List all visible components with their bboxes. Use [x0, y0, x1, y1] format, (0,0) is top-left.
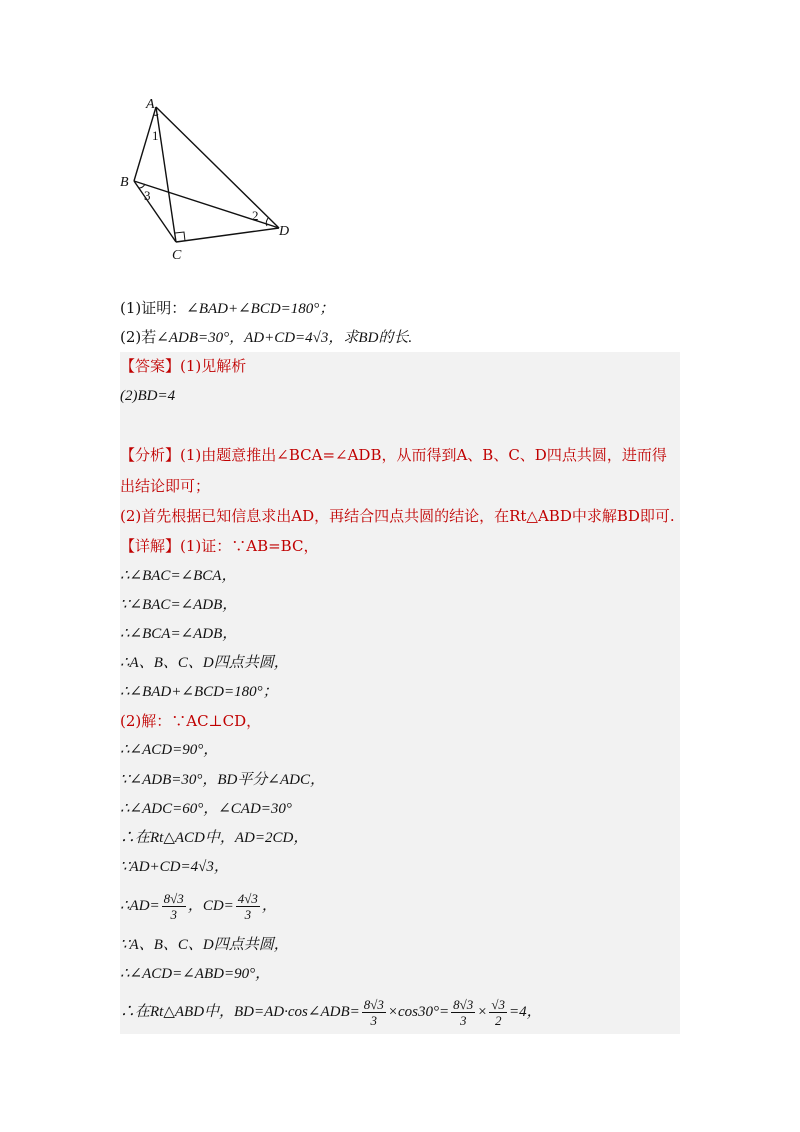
fraction-16-3-den: 2	[494, 1013, 502, 1029]
fraction-cd-num: 4√3	[237, 891, 258, 907]
detail-line-12: ∵AD+CD=4√3，	[120, 859, 229, 875]
angle-label-1: 1	[152, 128, 159, 143]
segment-cd	[176, 228, 279, 242]
segment-ad	[156, 107, 279, 228]
question-part-1	[120, 298, 334, 319]
detail-line-8: ∴∠ACD=90°，	[120, 742, 219, 758]
detail-line-10: ∴∠ADC=60°，∠CAD=30°	[120, 801, 292, 817]
fraction-16-2-den: 3	[459, 1013, 467, 1029]
detail-line-4: ∴∠BCA=∠ADB，	[120, 626, 238, 642]
answer-line-2: (2)BD=4	[120, 388, 176, 404]
question-part-2	[120, 327, 412, 348]
analysis-line-1	[120, 445, 667, 465]
fraction-16-1-num: 8√3	[363, 997, 384, 1013]
geometry-figure	[112, 92, 312, 267]
fraction-cd	[236, 891, 260, 922]
label-d: D	[279, 224, 290, 239]
detail-line-6: ∴∠BAD+∠BCD=180°；	[120, 684, 278, 700]
analysis-line-2: (2)首先根据已知信息求出AD，再结合四点共圆的结论，在Rt△ABD中求解BD即可.	[120, 507, 675, 525]
detail-l16-b: ×cos30°=	[387, 1004, 450, 1020]
detail-line-13	[120, 888, 277, 924]
angle-label-3: 3	[144, 188, 151, 203]
question-part-2-expr: ∠ADB=30°，AD+CD=4√3，求BD的长.	[156, 330, 413, 346]
answer-label: 【答案】	[120, 357, 181, 375]
detail-l16-c: ×	[477, 1004, 488, 1020]
angle-arc-1	[154, 114, 158, 115]
question-part-2-prefix: (2)若	[120, 328, 157, 346]
question-part-1-expr: ∠BAD+∠BCD=180°；	[186, 301, 335, 317]
fraction-16-1	[362, 997, 386, 1028]
detail-l16-d: =4，	[509, 1004, 542, 1020]
detail-l13-c: ，	[261, 898, 277, 914]
fraction-16-3	[489, 997, 507, 1028]
fraction-cd-den: 3	[244, 907, 252, 923]
segment-ac	[156, 107, 176, 242]
angle-label-2: 2	[252, 208, 259, 223]
fraction-16-2-num: 8√3	[453, 997, 474, 1013]
analysis-label: 【分析】	[120, 446, 181, 464]
answer-line-1	[120, 356, 246, 376]
right-angle-mark	[175, 232, 185, 241]
segment-bc	[134, 181, 176, 242]
detail-l13-b: ，CD=	[187, 898, 234, 914]
detail-line-9: ∵∠ADB=30°，BD平分∠ADC，	[120, 772, 325, 788]
detail-line-15: ∴∠ACD=∠ABD=90°，	[120, 966, 271, 982]
analysis-part-1: (1)由题意推出∠BCA=∠ADB，从而得到A、B、C、D四点共圆，进而得	[180, 446, 667, 464]
segment-ab	[134, 107, 156, 181]
detail-line-3: ∵∠BAC=∠ADB，	[120, 597, 238, 613]
fraction-ad	[162, 891, 186, 922]
answer-part-1: (1)见解析	[180, 357, 247, 375]
detail-line-1	[120, 536, 318, 556]
detail-line-2: ∴∠BAC=∠BCA，	[120, 568, 237, 584]
detail-line-7: (2)解：∵AC⊥CD，	[120, 712, 262, 730]
detail-line-14: ∵A、B、C、D四点共圆，	[120, 937, 289, 953]
detail-l1: (1)证：∵AB=BC，	[180, 537, 319, 555]
question-part-1-prefix: (1)证明：	[120, 299, 187, 317]
fraction-16-3-num: √3	[491, 997, 506, 1013]
fraction-16-1-den: 3	[370, 1013, 378, 1029]
detail-l13-a: ∴AD=	[120, 898, 160, 914]
fraction-ad-num: 8√3	[163, 891, 184, 907]
fraction-16-2	[451, 997, 475, 1028]
label-a: A	[146, 97, 155, 112]
detail-label: 【详解】	[120, 537, 181, 555]
label-b: B	[120, 175, 129, 190]
detail-l16-a: ∴在Rt△ABD中，BD=AD·cos∠ADB=	[120, 1004, 360, 1020]
detail-line-16	[120, 994, 542, 1030]
detail-line-5: ∴A、B、C、D四点共圆，	[120, 655, 289, 671]
label-c: C	[172, 248, 182, 263]
fraction-ad-den: 3	[170, 907, 177, 923]
detail-line-11: ∴在Rt△ACD中，AD=2CD，	[120, 830, 309, 846]
analysis-line-1b: 出结论即可；	[120, 477, 211, 495]
